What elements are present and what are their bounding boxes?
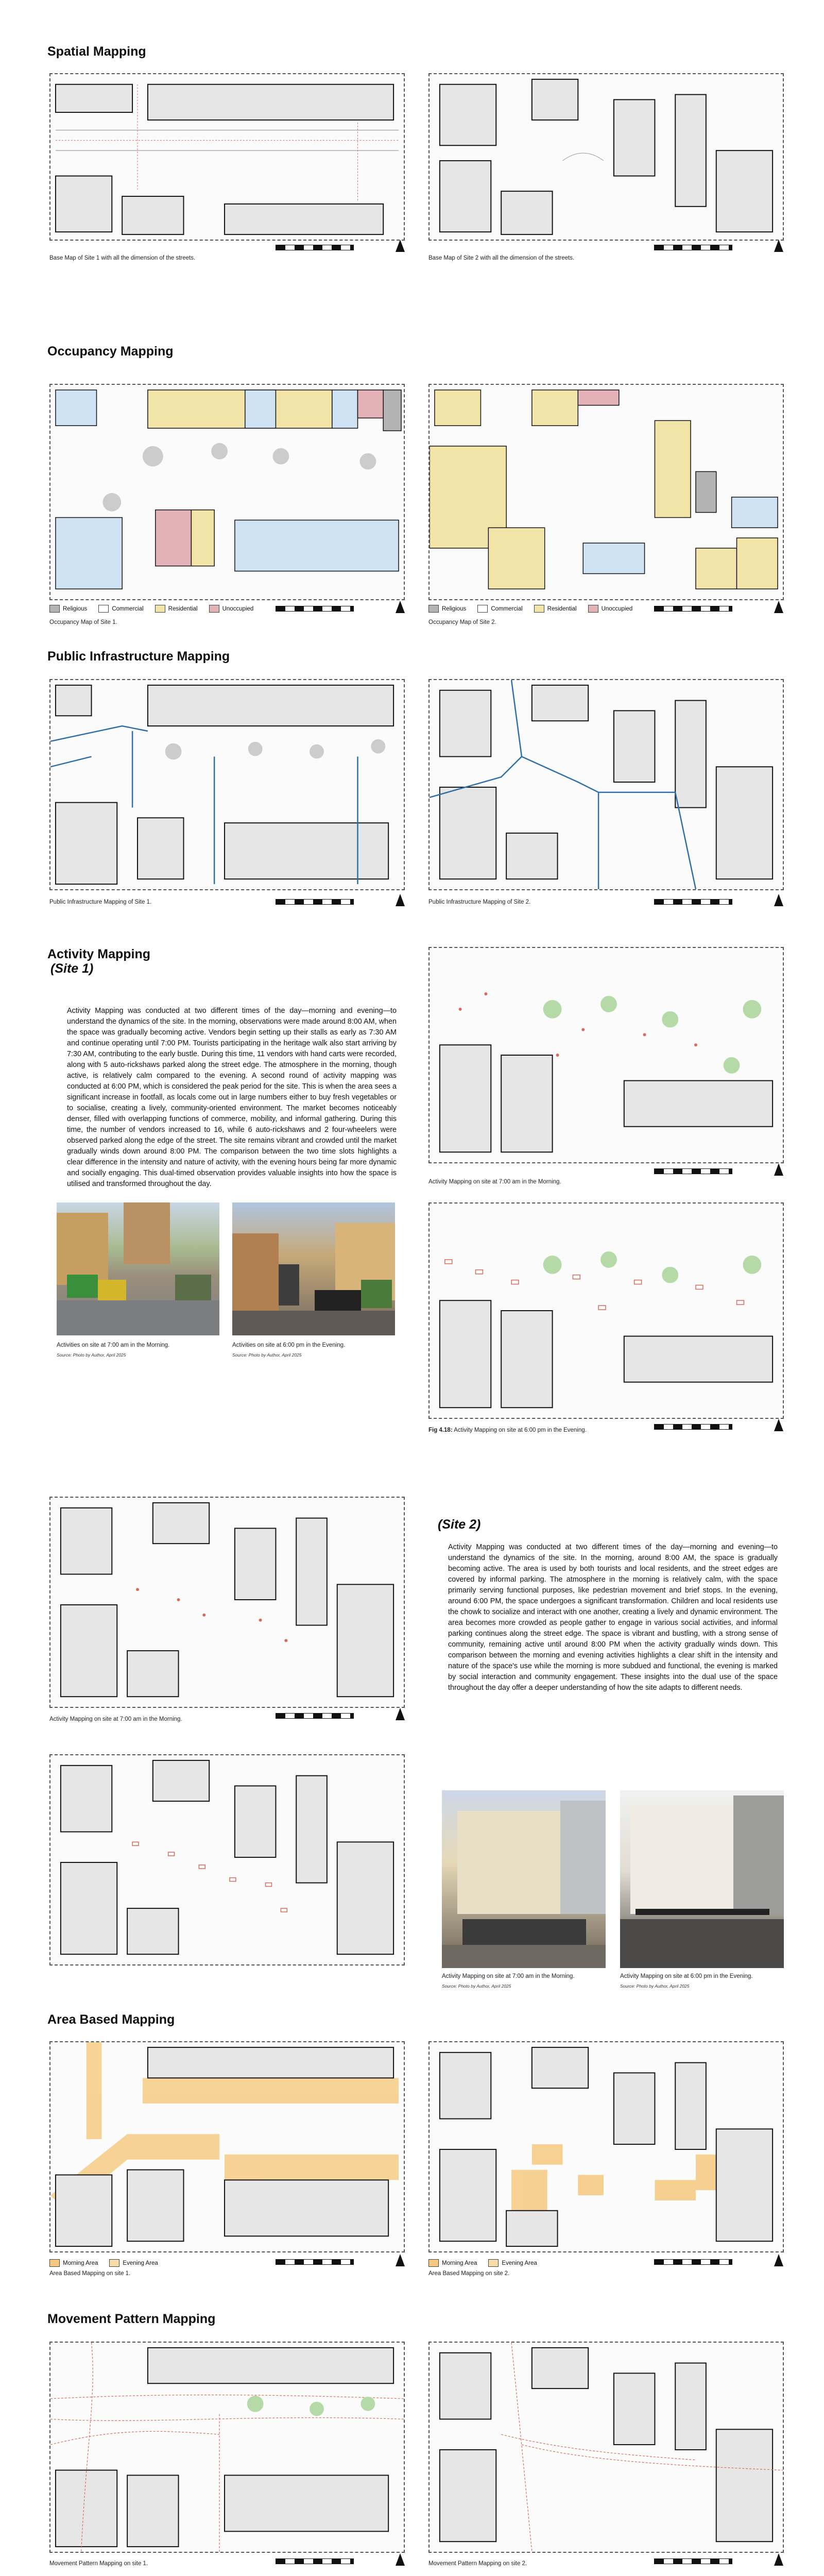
section-title-movement: Movement Pattern Mapping [47,2312,216,2326]
site2-base-map-drawing [430,74,783,240]
north-arrow-icon [396,2254,405,2266]
legend-swatch-commercial [477,605,488,613]
north-arrow-icon [774,894,783,906]
site1-infra-map [49,679,405,890]
site2-activity-evening-map [49,1754,405,1965]
legend-label: Morning Area [442,2260,477,2266]
site2-occupancy-map [428,384,784,600]
site2-activity-morning-drawing [50,1498,404,1707]
activity-site2-paragraph: Activity Mapping was conducted at two different times of the day—morning and evening—to understand the dynamics of the site. In the morning, around 8:00 AM, the space is gradually becoming active. The area is used by both tourists and local residents, and the street edges are covered by informal parking. The atmosphere in the morning is relatively calm, with the space primarily serving functional purposes, like pedestrian movement and brief stops. In the evening, around 6:00 PM, the space undergoes a significant transformation. Children and local residents use the chowk to socialize and interact with one another, creating a lively and dynamic environment. The area becomes more crowded as people gather to engage in various social activities, and informal parking continues along the street edge. The space is vibrant and bustling, with a strong sense of community, remaining active until around 8:00 PM when the activity gradually winds down. This comparison between the morning and evening activities highlights a clear shift in the intensity and nature of the space's use while the morning is more subdued and functional, the evening is marked by social interaction and community engagement. These insights into the dual use of the space throughout the day offer a deeper understanding of how the site adapts to different needs. [448,1543,778,1692]
caption-site1-area: Area Based Mapping on site 1. [49,2270,131,2277]
scale-bar [654,606,732,612]
caption-site1-movement: Movement Pattern Mapping on site 1. [49,2561,148,2567]
site1-base-map [49,73,405,241]
scale-bar [654,2259,732,2265]
subtitle-site1: (Site 1) [50,961,94,976]
north-arrow-icon [396,240,405,252]
legend-label: Morning Area [63,2260,98,2266]
caption-site2-occupancy: Occupancy Map of Site 2. [428,619,496,625]
legend-swatch-evening [109,2259,119,2267]
site1-base-map-drawing [50,74,404,240]
site1-area-drawing [50,2042,404,2251]
legend-swatch-morning [49,2259,60,2267]
site1-activity-morning-drawing [430,948,783,1162]
legend-swatch-residential [534,605,544,613]
caption-site1-activity-morning: Activity Mapping on site at 7:00 am in the Morning. [428,1179,561,1185]
caption-photo-site1-evening: Activities on site at 6:00 pm in the Evening. [232,1342,346,1348]
caption-photo-site2-morning: Activity Mapping on site at 7:00 am in the Morning. [442,1973,575,1979]
scale-bar [276,245,354,250]
caption-site2-area: Area Based Mapping on site 2. [428,2270,510,2277]
legend-swatch-evening [488,2259,499,2267]
north-arrow-icon [774,2553,783,2566]
photo-site1-morning-art [57,1202,219,1335]
caption-site1-occupancy: Occupancy Map of Site 1. [49,619,117,625]
north-arrow-icon [396,601,405,613]
caption-site1-infra: Public Infrastructure Mapping of Site 1. [49,899,152,905]
figure-caption-text: Activity Mapping on site at 6:00 pm in the Evening. [454,1427,587,1433]
site2-infra-drawing [430,680,783,889]
scale-bar [654,2558,732,2564]
legend-swatch-unoccupied [588,605,598,613]
photo-source: Source: Photo by Author, April 2025 [442,1984,511,1989]
legend-label: Commercial [491,605,523,612]
photo-site1-evening [232,1202,395,1335]
caption-site2-infra: Public Infrastructure Mapping of Site 2. [428,899,531,905]
legend-swatch-morning [428,2259,439,2267]
legend-label: Evening Area [123,2260,158,2266]
photo-source: Source: Photo by Author, April 2025 [232,1352,302,1358]
site2-occupancy-drawing [430,385,783,599]
caption-site2-base: Base Map of Site 2 with all the dimension of the streets. [428,255,575,261]
site1-infra-drawing [50,680,404,889]
north-arrow-icon [774,1163,783,1176]
scale-bar [276,606,354,612]
site1-activity-evening-drawing [430,1204,783,1418]
subtitle-site2: (Site 2) [438,1517,481,1532]
legend-label: Unoccupied [601,605,633,612]
north-arrow-icon [774,1419,783,1431]
north-arrow-icon [396,2553,405,2566]
site1-occupancy-map [49,384,405,600]
photo-site1-morning [57,1202,219,1335]
section-title-infra: Public Infrastructure Mapping [47,649,230,664]
area-legend-site2 [428,2259,537,2267]
occupancy-legend-site2 [428,605,632,613]
north-arrow-icon [774,2254,783,2266]
site2-movement-map [428,2342,784,2553]
scale-bar [276,2558,354,2564]
section-title-activity: Activity Mapping [47,947,151,961]
photo-site2-evening [620,1790,784,1968]
section-title-occupancy: Occupancy Mapping [47,344,174,359]
site1-activity-evening-map [428,1202,784,1419]
site2-base-map [428,73,784,241]
caption-site2-movement: Movement Pattern Mapping on site 2. [428,2561,527,2567]
north-arrow-icon [774,601,783,613]
north-arrow-icon [396,894,405,906]
legend-swatch-religious [49,605,60,613]
scale-bar [276,899,354,905]
caption-site1-base: Base Map of Site 1 with all the dimension of the streets. [49,255,196,261]
scale-bar [654,1168,732,1174]
site1-occupancy-drawing [50,385,404,599]
scale-bar [654,899,732,905]
site2-infra-map [428,679,784,890]
caption-photo-site2-evening: Activity Mapping on site at 6:00 pm in the Evening. [620,1973,753,1979]
caption-site2-activity-morning: Activity Mapping on site at 7:00 am in the Morning. [49,1716,182,1722]
photo-site1-evening-art [232,1202,395,1335]
scale-bar [276,1713,354,1719]
photo-site2-evening-art [620,1790,784,1968]
legend-swatch-religious [428,605,439,613]
site2-movement-drawing [430,2343,783,2552]
section-title-spatial: Spatial Mapping [47,44,146,59]
scale-bar [654,245,732,250]
north-arrow-icon [396,1708,405,1720]
site1-movement-drawing [50,2343,404,2552]
photo-site2-morning [442,1790,606,1968]
activity-site1-paragraph: Activity Mapping was conducted at two different times of the day—morning and evening—to understand the dynamics of the site. In the morning, observations were made around 8:00 AM, when the space was gradually becoming active. Vendors begin setting up their stalls as early as 7:30 AM and continue operating until 7:00 PM. Tourists participating in the heritage walk also start arriving by 7:30 AM, contributing to the early bustle. During this time, 11 vendors with hand carts were recorded, along with 5 auto-rickshaws parked along the street edge. The atmosphere in the morning, though active, is relatively calm compared to the evening. A second round of activity mapping was conducted at 6:00 PM, which is considered the peak period for the site. This is when the area sees a significant increase in footfall, as locals come out in large numbers either to buy fresh vegetables or to socialise, creating a lively, community-oriented environment. The market becomes noticeably denser, filled with overlapping functions of commerce, mobility, and informal gathering. During this time, the number of vendors increased to 16, while 6 auto-rickshaws and 2 four-wheelers were observed parked along the edge of the street. The site remains vibrant and crowded until the market gradually winds down around 8:00 PM. The comparison between the two time slots highlights a clear difference in the intensity and nature of activity, with the evening hours being far more dynamic and socially engaging. This dual-timed observation provides valuable insights into how the space is utilised and transformed throughout the day. [67,1007,397,1188]
legend-label: Religious [442,605,467,612]
legend-swatch-residential [155,605,165,613]
site1-area-map [49,2041,405,2252]
occupancy-legend-site1 [49,605,253,613]
figure-label: Fig 4.18: [428,1427,453,1433]
section-title-area: Area Based Mapping [47,2012,175,2027]
legend-label: Commercial [112,605,144,612]
legend-label: Evening Area [502,2260,537,2266]
site2-area-drawing [430,2042,783,2251]
caption-site1-activity-evening [428,1427,587,1433]
photo-source: Source: Photo by Author, April 2025 [57,1352,126,1358]
site2-activity-evening-drawing [50,1755,404,1964]
legend-swatch-unoccupied [209,605,219,613]
caption-photo-site1-morning: Activities on site at 7:00 am in the Morning. [57,1342,170,1348]
north-arrow-icon [774,240,783,252]
legend-label: Residential [547,605,577,612]
legend-swatch-commercial [98,605,109,613]
photo-source: Source: Photo by Author, April 2025 [620,1984,690,1989]
site1-movement-map [49,2342,405,2553]
scale-bar [654,1424,732,1430]
site2-activity-morning-map [49,1497,405,1708]
scale-bar [276,2259,354,2265]
legend-label: Religious [63,605,88,612]
legend-label: Unoccupied [222,605,254,612]
area-legend-site1 [49,2259,158,2267]
legend-label: Residential [168,605,198,612]
photo-site2-morning-art [442,1790,606,1968]
site2-area-map [428,2041,784,2252]
site1-activity-morning-map [428,947,784,1163]
